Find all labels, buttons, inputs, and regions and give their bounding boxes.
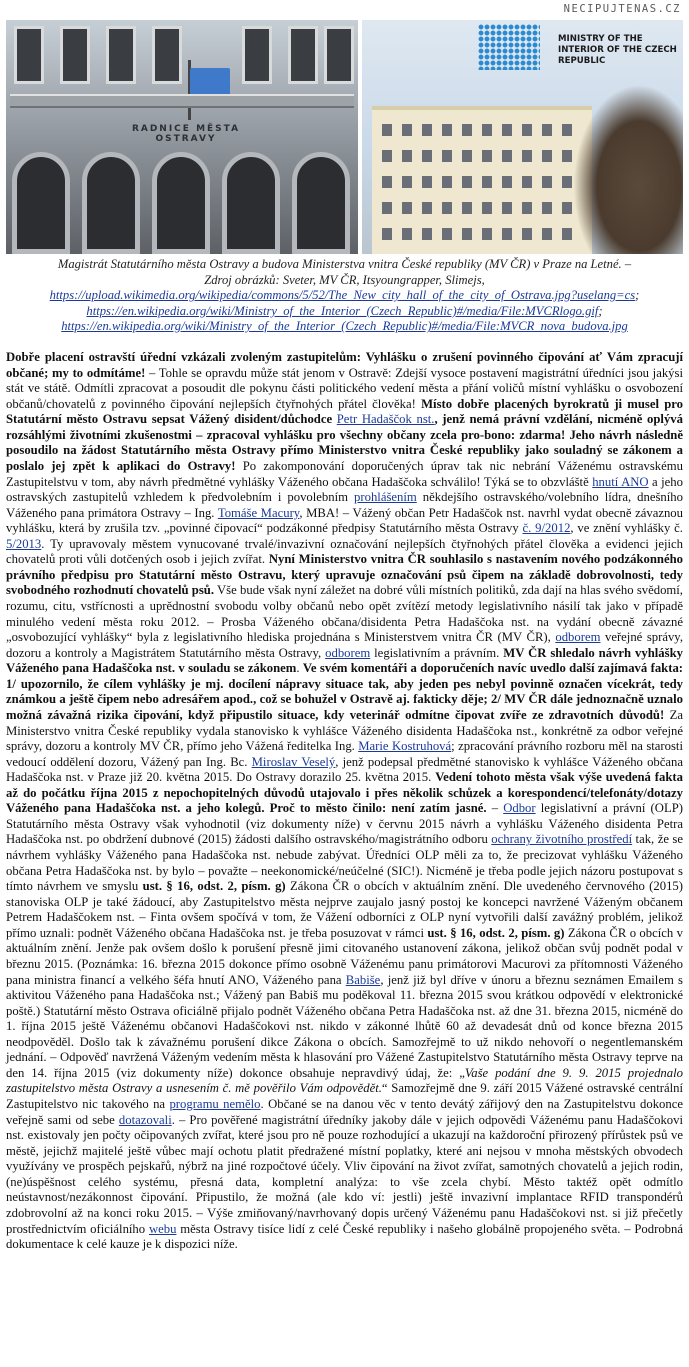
text-run: Za Ministerstvo vnitra České republiky vydala stanovisko k vyhlášce Váženého disidenta Hadaščoka nst., konkrétně za odbor veřejné správy, dozoru a kontroly MV ČR, přímo jeho Vážená ředitelka Ing. [6,707,683,754]
caption-link-city-hall[interactable]: https://upload.wikimedia.org/wikipedia/commons/5/52/The_New_city_hall_of_the_city_of_Ostrava.jpg?uselang=cs [49,288,636,303]
ministry-building-photo [362,20,683,254]
text-run: Zákona ČR o obcích v aktuálním znění. Dle uvedeného červnového (2015) stanoviska OLP je také žádoucí, aby Zastupitelstvo města nejprve zaujalo jasný postoj ke koncepci navržené Váženým občanem Petrem Hadaščokem nst. – Finta ovšem spočívá v tom, že Vážení odborníci z OLP nyní vytvořili další zavážný problém, jelikož přímo uznali: podnět Váženého občana Hadaščoka nst. je třeba posuzovat v rámci [6,879,684,940]
text-run: . Ty upravovaly městem vynucované trvalé/invazivní označování nejlepších čtyřnohých přátel člověka a evidenci jejich chovatelů proti vůli dotčených osob i jejich zvířat. [6,536,683,567]
city-hall-signboard: RADNICE MĚSTA OSTRAVY [131,124,241,144]
link-tomas-macura[interactable]: Tomáše Macury [217,505,300,520]
link-odbor-mv[interactable]: odborem [555,630,601,645]
text-bold: Místo dobře placených byrokratů ji musel pro Statutární město Ostravu sepsat Vážený disident/důchodce [6,396,684,427]
text-run: , MBA! – Vážený občan Petr Hadaščok nst. navrhl vydat obecně závaznou vyhlášku, která by zrušila tzv. „povinné čipovací“ podzákonné předpisy Statutárního města Ostravy [6,505,683,536]
text-bold: ust. § 16, odst. 2, písm. g) [142,879,286,894]
text-run: , jenž podepsal předmětné stanovisko k vyhlášce Váženého občana Hadaščoka nst. v Praze již 20. května 2015. Do Ostravy dorazilo 25. května 2015. [6,754,684,785]
text-run: legislativní a právní (OLP) Statutárního města Ostravy však vyhodnotil (viz dokumenty níže) v červnu 2015 návrh a vyhlášku Váženého disidenta Petra Hadaščoka nst. po obdržení dubnové (2015) žádosti dalšího ostravského/magistrátního odboru [6,801,683,847]
article-lead: Dobře placení ostravští úřední vzkázali zvoleným zastupitelům: Vyhlášku o zrušení povinného čipování ať Vám zpracují občané; my to odmítáme! [6,350,683,380]
tree-shape [573,84,683,254]
link-marie-kostruhova[interactable]: Marie Kostruhová [358,739,452,754]
text-run: . – Pro pověřené magistrátní úředníky jakoby dále v jejich odpovědi Váženému panu Hadaščokovi nst. existovaly jen počty očipovaných zvířat, které jsou pro ně pouze rozhodující a ukazují na každoroční přirozený přírůstek psů ve městě, jejichž majitelé ještě vůbec mají ochotu platit předražené místní poplatky, které ani nejsou v mnoha městských obvodech využívány ve prospěch pejskařů, nýbrž na jiné rozpočtové účely. Vliv čipování na život zvířat, samotných chovatelů a jejich rodin, (ne)úspěšnost celého systému, přesná data, kompletní analýza: to vše zcela chybí. Město taktéž opět odmítlo neústavnost/nezákonnost čipování. Připustilo, že možná (ale kdo ví: jestli) ještě invazivní implantace RFID transpondérů zdobrovolní až na konci roku 2015. – Výše zmiňovaný/navrhovaný dopis určený Váženému panu Hadaščokovi nst. si již přečetly prostřednictvím oficiálního [6,1112,683,1236]
text-bold: Vedení tohoto města však výše uvedená fakta až do počátku října 2015 z nepochopitelných důvodů utajovalo i přes několik schůzek a korespondencí/telefonáty/dotazy Váženého pana Hadaščoka nst. a jeho kolegů. Proč to město činilo: není zatím jasné. [6,770,684,816]
text-run: . Občané se na danou věc v tento devátý zářijový den na Zastupitelstvu dokonce veřejně sami od sebe [6,1097,684,1127]
text-run: a jeho ostravských zastupitelů vzhledem k předvolebním i povolebním [6,474,683,505]
link-prohlaseni[interactable]: prohlášením [354,490,417,505]
text-bold: MV ČR shledalo návrh vyhlášky Váženého pana Hadaščoka nst. v souladu se zákonem [6,645,683,676]
text-bold: Ve svém komentáři a doporučeních navíc uvedlo další zajímavá fakta: 1/ upozornilo, že cílem vyhlášky je mj. docílení nápravy situace tak, aby jeden pes nebyl povinně označen vícekrát, tedy známkou a ještě čipem nebo adresářem apod., což se bohužel v Ostravě aj. fakticky děje; 2/ MV ČR dále jednoznačně uznalo možná závažná rizika čipování, když připustilo situace, kdy veterinář odmítne čipovat zvíře ze zdravotních důvodů! [6,661,684,722]
ministry-logo-text: MINISTRY OF THE INTERIOR OF THE CZECH REPUBLIC [558,34,677,66]
caption-link-ministry-building[interactable]: https://en.wikipedia.org/wiki/Ministry_of_the_Interior_(Czech_Republic)#/media/File:MVCR_nova_budova.jpg [61,319,628,334]
text-run: – [486,801,504,816]
article-body [6,350,683,1253]
text-run: Zákona ČR o obcích v aktuálním znění. Jenže pak ovšem došlo k porušení přesně jimi citovaného ustanovení zákona, jelikož občan svůj podnět podal v březnu 2015. (Poznámka: 16. března 2015 dokonce přímo osobně Váženému panu primátorovi Macurovi za přítomnosti Váženého pana ministra financí a velkého šéfa hnutí ANO, Váženého pana [6,925,683,987]
text-run: veřejné správy, dozoru a kontroly a Magistrátem Statutárního města Ostravy, [6,630,683,660]
link-dotazovali[interactable]: dotazovali [118,1112,172,1127]
link-programu-nemelo[interactable]: programu nemělo [169,1097,261,1111]
hero-images [6,20,683,254]
caption-link-logo[interactable]: https://en.wikipedia.org/wiki/Ministry_of_the_Interior_(Czech_Republic)#/media/File:MVCRlogo.gif [86,303,599,318]
text-run: legislativním a právním. [370,645,504,660]
text-bold: Nyní Ministerstvo vnitra ČR souhlasilo s nastavením nového podzákonného právního předpisu pro Statutární město Ostravu, který upravuje označování psů čipem na základě dobrovolnosti, tedy svobodného rozhodnutí chovatelů psů. [6,552,683,598]
text-run: někdejšího ostravského/volebního lídra, dnešního Váženého pana primátora Ostravy – Ing. [6,490,683,520]
link-vyhlaska-5-2013[interactable]: 5/2013 [6,536,42,551]
text-run: tak, že se návrhem vyhlášky Váženého pana Hadaščoka nst. nebude zabývat. Úředníci OLP měli za to, že precizovat vyhlášku Váženého občana Petra Hadaščoka nst. by bylo – považte – neekonomické/neúčelné (SIC!). Nicméně je třeba podle jejich názoru postupovat s tímto návrhem ve smyslu [6,832,683,894]
text-run: , jenž již byl dříve v únoru a březnu seznámen Emailem s aktivitou Váženého pana Hadaščoka nst.; Vážený pan Babiš mu poděkoval 11. března 2015 svou krátkou odpovědí v elektronické poště.) Statutární město Ostrava oficiálně přijalo podnět Váženého občana Petra Hadaščoka nst. až dne 31. března 2015, nicméně do 1. října 2015 ještě Váženému občanovi Hadaščokovi nst. nikdo v zákonné lhůtě 60 až devadesát dnů od konce března 2015 neodpověděl. Došlo tak k závažnému porušení dikce Zákona o obcích. Samozřejmě to už nikdo nehovoří o negentlemanském jednání. – Odpověď navržená Váženým vedením města k hlasování pro Vážené Zastupitelstvo Statutárního města Ostravy teprve na den 14. října 2015 (viz dokumenty níže) dokonce obsahuje nepravdivý údaj, že: „ [6,972,683,1080]
site-watermark: NECIPUJTENAS.CZ [563,3,681,15]
text-italic-quote: Vaše podání dne 9. 9. 2015 projednalo zastupitelstvo města Ostravy a usnesením č. mě pověřilo Vám odpovědět. [6,1065,683,1096]
link-petr-hadascok[interactable]: Petr Hadaščok nst. [336,412,435,427]
text-run: – Tohle se opravdu může stát jenom v Ostravě: Zdejší vysoce postavení magistrátní úředníci jsou jakýsi stát ve státě. Odmítli zpracovat a posoudit dle pokynu části politického vedení města a přání voličů místní vyhlášku o osvobození občanů/chovatelů z povinného čipování nejlepších čtyřnohých přátel člověka! [6,365,683,411]
link-odbor-olp[interactable]: Odbor [503,801,536,816]
link-webu[interactable]: webu [148,1221,177,1236]
text-run: Vše bude však nyní záležet na dobré vůli místních politiků, zda dají na hlas svého svědomí, rozumu, citu, vstřícnosti a uprědnostní svobodu volby občanů nebo opět zvítězí metody legislativního násilí tak jako v případě minulého vedení města roku 2012. – Prosba Váženého občana/disidenta Petra Hadaščoka nst. na vydání obecně závazné „osvobozující vyhlášky“ byla z legislativního hlediska projednána s Ministerstvem vnitra ČR (MV ČR), [6,583,683,645]
text-run: . [296,661,303,676]
text-run: “ Samozřejmě dne 9. září 2015 Vážené ostravské centrální Zastupitelstvo nic takového na [6,1081,683,1111]
link-babis[interactable]: Babiše [345,972,381,987]
text-bold: , jenž nemá právní vzdělání, nicméně oplývá rozsáhlými životními zkušenostmi – zpracoval vyhlášku pro všechny občany zcela pro-bono: zdarma! Jeho návrh následně posoudilo na žádost Statutárního města Ostravy přímo Ministerstvo vnitra České republiky jako souladný se zákonem a poslalo jej zpět k aplikaci do Ostravy! [6,412,683,473]
text-run: Po zakomponování doporučených úprav tak nic nebrání Váženému ostravskému Zastupitelstvu v tom, aby návrh předmětné vyhlášky Váženého občana Hadaščoka schválilo! Týká se to obzvláště [6,458,683,489]
image-caption: Magistrát Statutárního města Ostravy a budova Ministerstva vnitra České republiky (MV ČR) v Praze na Letné. – Zdroj obrázků: Sveter, MV ČR, Itsyoungrapper, Slimejs, https://upload.wikimedia.org/wikipedia/commons/5/52/The_New_city_hall_of_the_city_of_Ostrava.jpg?uselang=cs; https://en.wikipedia.org/wiki/Ministry_of_the_Interior_(Czech_Republic)#/media/File:MVCRlogo.gif; https://en.wikipedia.org/wiki/Ministry_of_the_Interior_(Czech_Republic)#/media/File:MVCR_nova_budova.jpg [49,257,640,334]
text-bold: ust. § 16, odst. 2, písm. g) [427,925,565,940]
caption-line-1: Magistrát Statutárního města Ostravy a budova Ministerstva vnitra České republiky (MV ČR) v Praze na Letné. – [57,257,632,271]
caption-line-2: Zdroj obrázků: Sveter, MV ČR, Itsyoungrapper, Slimejs, [204,272,485,287]
link-miroslav-vesely[interactable]: Miroslav Veselý [251,754,336,769]
link-odbor-legislativni[interactable]: odborem [325,645,371,660]
link-ochrany-zivotniho-prostredi[interactable]: ochrany životního prostředí [491,832,633,847]
text-run: města Ostravy tisíce lidí z celé České republiky i našeho globálně propojeného světa. – Podrobná dokumentace k celé kauze je k dispozici níže. [6,1221,683,1252]
ministry-logo-icon [478,24,540,70]
ostrava-city-hall-photo [6,20,358,254]
text-run: ; zpracování právního rozboru měl na starosti vedoucí oddělení dozoru, Vážený pan Ing. Bc. [6,739,683,769]
link-hnuti-ano[interactable]: hnutí ANO [592,474,649,489]
text-run: , ve znění vyhlášky č. [570,521,683,536]
link-vyhlaska-9-2012[interactable]: č. 9/2012 [522,521,571,536]
